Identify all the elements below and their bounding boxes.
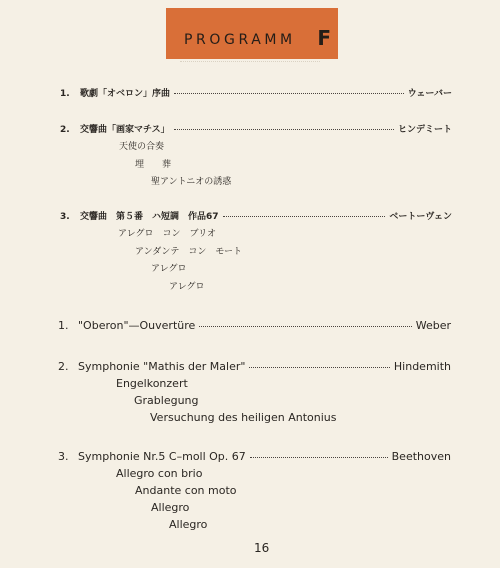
work-title: "Oberon"—Ouvertüre: [78, 319, 196, 332]
composer-name: ウェーバー: [407, 89, 452, 99]
movement: 埋 葬: [135, 160, 172, 170]
page-number: 16: [254, 541, 270, 555]
program-letter: F: [317, 26, 331, 50]
program-title: PROGRAMM: [184, 32, 296, 48]
item-number: 3.: [58, 450, 69, 463]
item-number: 3.: [60, 212, 70, 222]
leader-dots: [223, 215, 386, 217]
item-number: 2.: [60, 125, 70, 135]
composer-name: ヒンデミート: [397, 125, 452, 135]
leader-dots: [174, 128, 394, 130]
program-header: [166, 8, 338, 59]
work-title: Symphonie Nr.5 C–moll Op. 67: [78, 450, 246, 463]
movement: Allegro: [169, 518, 208, 531]
movement: アレグロ: [169, 282, 205, 292]
jp-program-item-1: [60, 90, 452, 99]
de-program-item-3: [58, 451, 451, 462]
composer-name: Hindemith: [393, 360, 451, 373]
movement: アレグロ コン ブリオ: [118, 229, 217, 239]
movement: 天使の合奏: [119, 142, 165, 152]
leader-dots: [174, 92, 404, 94]
movement: Versuchung des heiligen Antonius: [150, 411, 337, 424]
jp-program-item-3: [60, 213, 452, 222]
leader-dots: [250, 456, 388, 458]
composer-name: ベートーヴェン: [389, 212, 452, 222]
movement: アンダンテ コン モート: [135, 247, 243, 257]
item-number: 2.: [58, 360, 69, 373]
faint-line: [180, 61, 320, 63]
item-number: 1.: [60, 89, 70, 99]
de-program-item-1: [58, 320, 451, 331]
composer-name: Weber: [415, 319, 451, 332]
work-title: 交響曲 第５番 ハ短調 作品67: [80, 212, 219, 222]
composer-name: Beethoven: [391, 450, 451, 463]
movement: アレグロ: [151, 264, 187, 274]
work-title: 交響曲「画家マチス」: [80, 125, 170, 135]
item-number: 1.: [58, 319, 69, 332]
jp-program-item-2: [60, 126, 452, 135]
movement: Engelkonzert: [116, 377, 188, 390]
movement: Grablegung: [134, 394, 199, 407]
movement: Allegro: [151, 501, 190, 514]
work-title: Symphonie "Mathis der Maler": [78, 360, 246, 373]
movement: Andante con moto: [135, 484, 237, 497]
leader-dots: [249, 366, 389, 368]
movement: 聖アントニオの誘惑: [151, 177, 232, 187]
work-title: 歌劇「オベロン」序曲: [80, 89, 171, 99]
leader-dots: [199, 325, 411, 327]
de-program-item-2: [58, 361, 451, 372]
movement: Allegro con brio: [116, 467, 203, 480]
